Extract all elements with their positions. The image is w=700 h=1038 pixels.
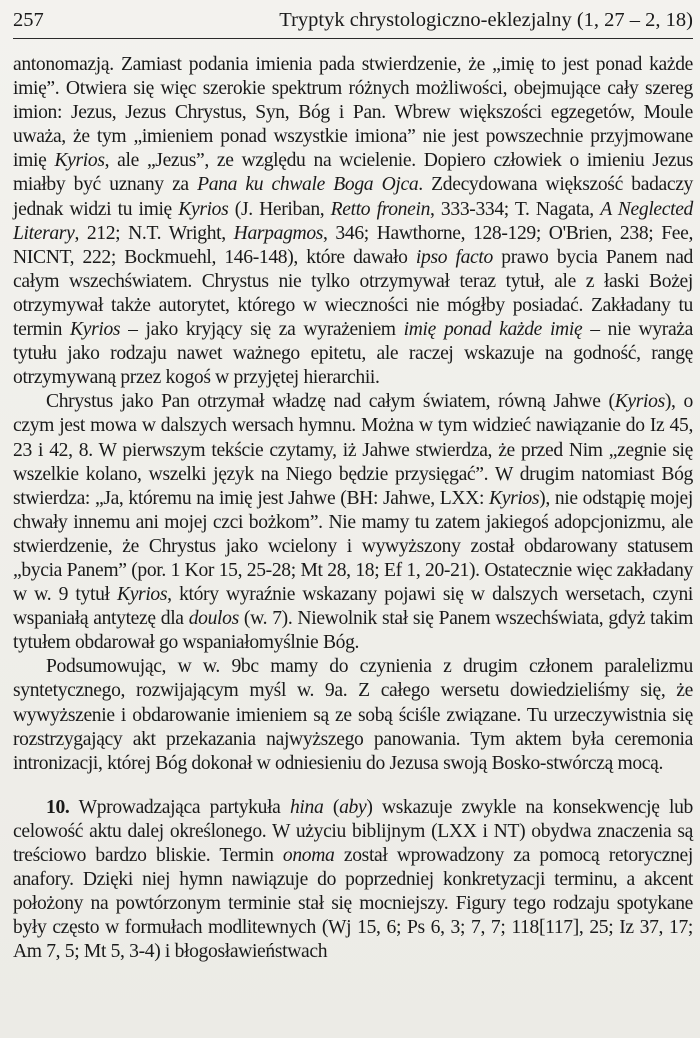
text-run: , 346; Hawthorne, 128-129; O'Brien, 238; Fee, NICNT, 222; Bockmuehl, 146-148), które dawało bbox=[13, 222, 693, 268]
text-run: ( bbox=[323, 796, 340, 818]
header-rule bbox=[13, 38, 693, 39]
text-run: antonomazją. Zamiast podania imienia pada stwierdzenie, że „imię to jest ponad każde imię”. Otwiera się więc szerokie spektrum różnych możliwości, obejmujące cały szereg imion: Jezus, Jezus Chrystus, Syn, Bóg i Pan. Wbrew większości egzegetów, Moule uważa, że tym „imieniem ponad wszystkie imiona” nie jest powszechnie przyjmowane imię bbox=[13, 54, 693, 172]
text-run: prawo bycia Panem nad całym wszechświatem. Chrystus nie tylko otrzymywał teraz tytuł, ale z łaski Bożej otrzymywał także autorytet, którego w wieczności nie mógłby posiadać. Zakładany tu termin bbox=[13, 246, 693, 341]
paragraph bbox=[13, 53, 693, 390]
section-paragraph bbox=[13, 796, 693, 965]
paragraph bbox=[13, 390, 693, 655]
italic-term: Kyrios bbox=[70, 319, 121, 341]
main-text bbox=[13, 53, 693, 964]
section-number: 10. bbox=[46, 796, 70, 818]
text-run: – jako kryjący się za wyrażeniem bbox=[120, 319, 404, 341]
italic-term: Pana ku chwale Boga Ojca bbox=[197, 174, 419, 196]
page-number: 257 bbox=[13, 9, 44, 31]
italic-term: ipso facto bbox=[415, 246, 493, 268]
italic-term: aby bbox=[339, 796, 367, 818]
text-run: – nie wyraża tytułu jako rodzaju nawet ważnego epitetu, ale raczej wskazuje na godność, rangę otrzymywaną przez kogoś w przyjętej hierarchii. bbox=[13, 319, 693, 389]
italic-term: Kyrios bbox=[116, 584, 168, 606]
text-run: , ale „Jezus”, ze względu na wcielenie. Dopiero człowiek o imieniu Jezus miałby być uznany za bbox=[13, 150, 693, 196]
text-run: , 333-334; T. Nagata, bbox=[430, 198, 601, 220]
text-run: został wprowadzony za pomocą retorycznej anafory. Dzięki niej hymn nawiązuje do poprzedniej konkretyzacji terminu, a akcent położony na powtórzonym terminie stał się mocniejszy. Figury tego rodzaju spotykane były często w formułach modlitewnych (Wj 15, 6; Ps 6, 3; 7, 7; 118[117], 25; Iz 37, 17; Am 7, 5; Mt 5, 3-4) i błogosławieństwach bbox=[13, 845, 693, 963]
paragraph bbox=[13, 655, 693, 775]
italic-term: A Neglected Literary bbox=[13, 198, 693, 244]
italic-term: Kyrios bbox=[54, 150, 105, 172]
italic-term: Harpagmos bbox=[233, 222, 324, 244]
running-title: Tryptyk chrystologiczno-eklezjalny (1, 27 – 2, 18) bbox=[279, 9, 693, 31]
italic-term: Retto fronein bbox=[330, 198, 431, 220]
text-run: ), nie odstąpię mojej chwały innemu ani mojej czci bożkom”. Nie mamy tu zatem jakiegoś adopcjonizmu, ale stwierdzenie, że Chrystus jako wcielony i wywyższony został obdarowany statusem „bycia Panem” (por. 1 Kor 15, 25-28; Mt 28, 18; Ef 1, 20-21). Ostatecznie więc zakładany w w. 9 tytuł bbox=[13, 487, 694, 606]
italic-term: Kyrios bbox=[489, 487, 540, 509]
text-run: , 212; N.T. Wright, bbox=[74, 222, 234, 244]
italic-term: imię ponad każde imię bbox=[403, 319, 583, 341]
text-run: (J. Heriban, bbox=[228, 198, 331, 220]
italic-term: doulos bbox=[188, 608, 239, 630]
italic-term: Kyrios bbox=[178, 198, 229, 220]
text-run: Podsumowując, w w. 9bc mamy do czynienia z drugim członem paralelizmu syntetycznego, rozwijającym myśl w. 9a. Z całego wersetu dowiedzieliśmy się, że wywyższenie i obdarowanie imieniem są ze sobą ściśle związane. Tu urzeczywistnia się rozstrzygający akt przekazania najwyższego panowania. Tym aktem była ceremonia intronizacji, której Bóg dokonał w odniesieniu do Jezusa swoją Bosko-stwórczą mocą. bbox=[13, 656, 693, 774]
text-run: Chrystus jako Pan otrzymał władzę nad całym światem, równą Jahwe ( bbox=[46, 391, 615, 413]
text-run: ) wskazuje zwykle na konsekwencję lub celowość aktu dalej określonego. W użyciu biblijnym (LXX i NT) obydwa znaczenia są treściowo bardzo bliskie. Termin bbox=[13, 796, 693, 866]
text-run: Wprowadzająca partykuła bbox=[69, 796, 290, 818]
text-run: ), o czym jest mowa w dalszych wersach hymnu. Można w tym widzieć nawiązanie do Iz 45, 23 i 42, 8. W pierwszym tekście czytamy, iż Jahwe stwierdza, że przed Nim „zegnie się wszelkie kolano, wszelki język na Niego będzie przysięgać”. W drugim natomiast Bóg stwierdza: „Ja, któremu na imię jest Jahwe (BH: Jahwe, LXX: bbox=[13, 391, 694, 509]
italic-term: Kyrios bbox=[614, 391, 665, 413]
text-run: . Zdecydowana większość badaczy jednak widzi tu imię bbox=[13, 174, 693, 220]
italic-term: onoma bbox=[282, 845, 335, 866]
text-run: , który wyraźnie wskazany pojawi się w dalszych wersetach, czyni wspaniałą antytezę dla bbox=[13, 584, 693, 630]
text-run: (w. 7). Niewolnik stał się Panem wszechświata, gdyż takim tytułem obdarował go wspaniałomyślnie Bóg. bbox=[13, 608, 694, 654]
running-header bbox=[13, 6, 693, 34]
italic-term: hina bbox=[289, 796, 324, 818]
